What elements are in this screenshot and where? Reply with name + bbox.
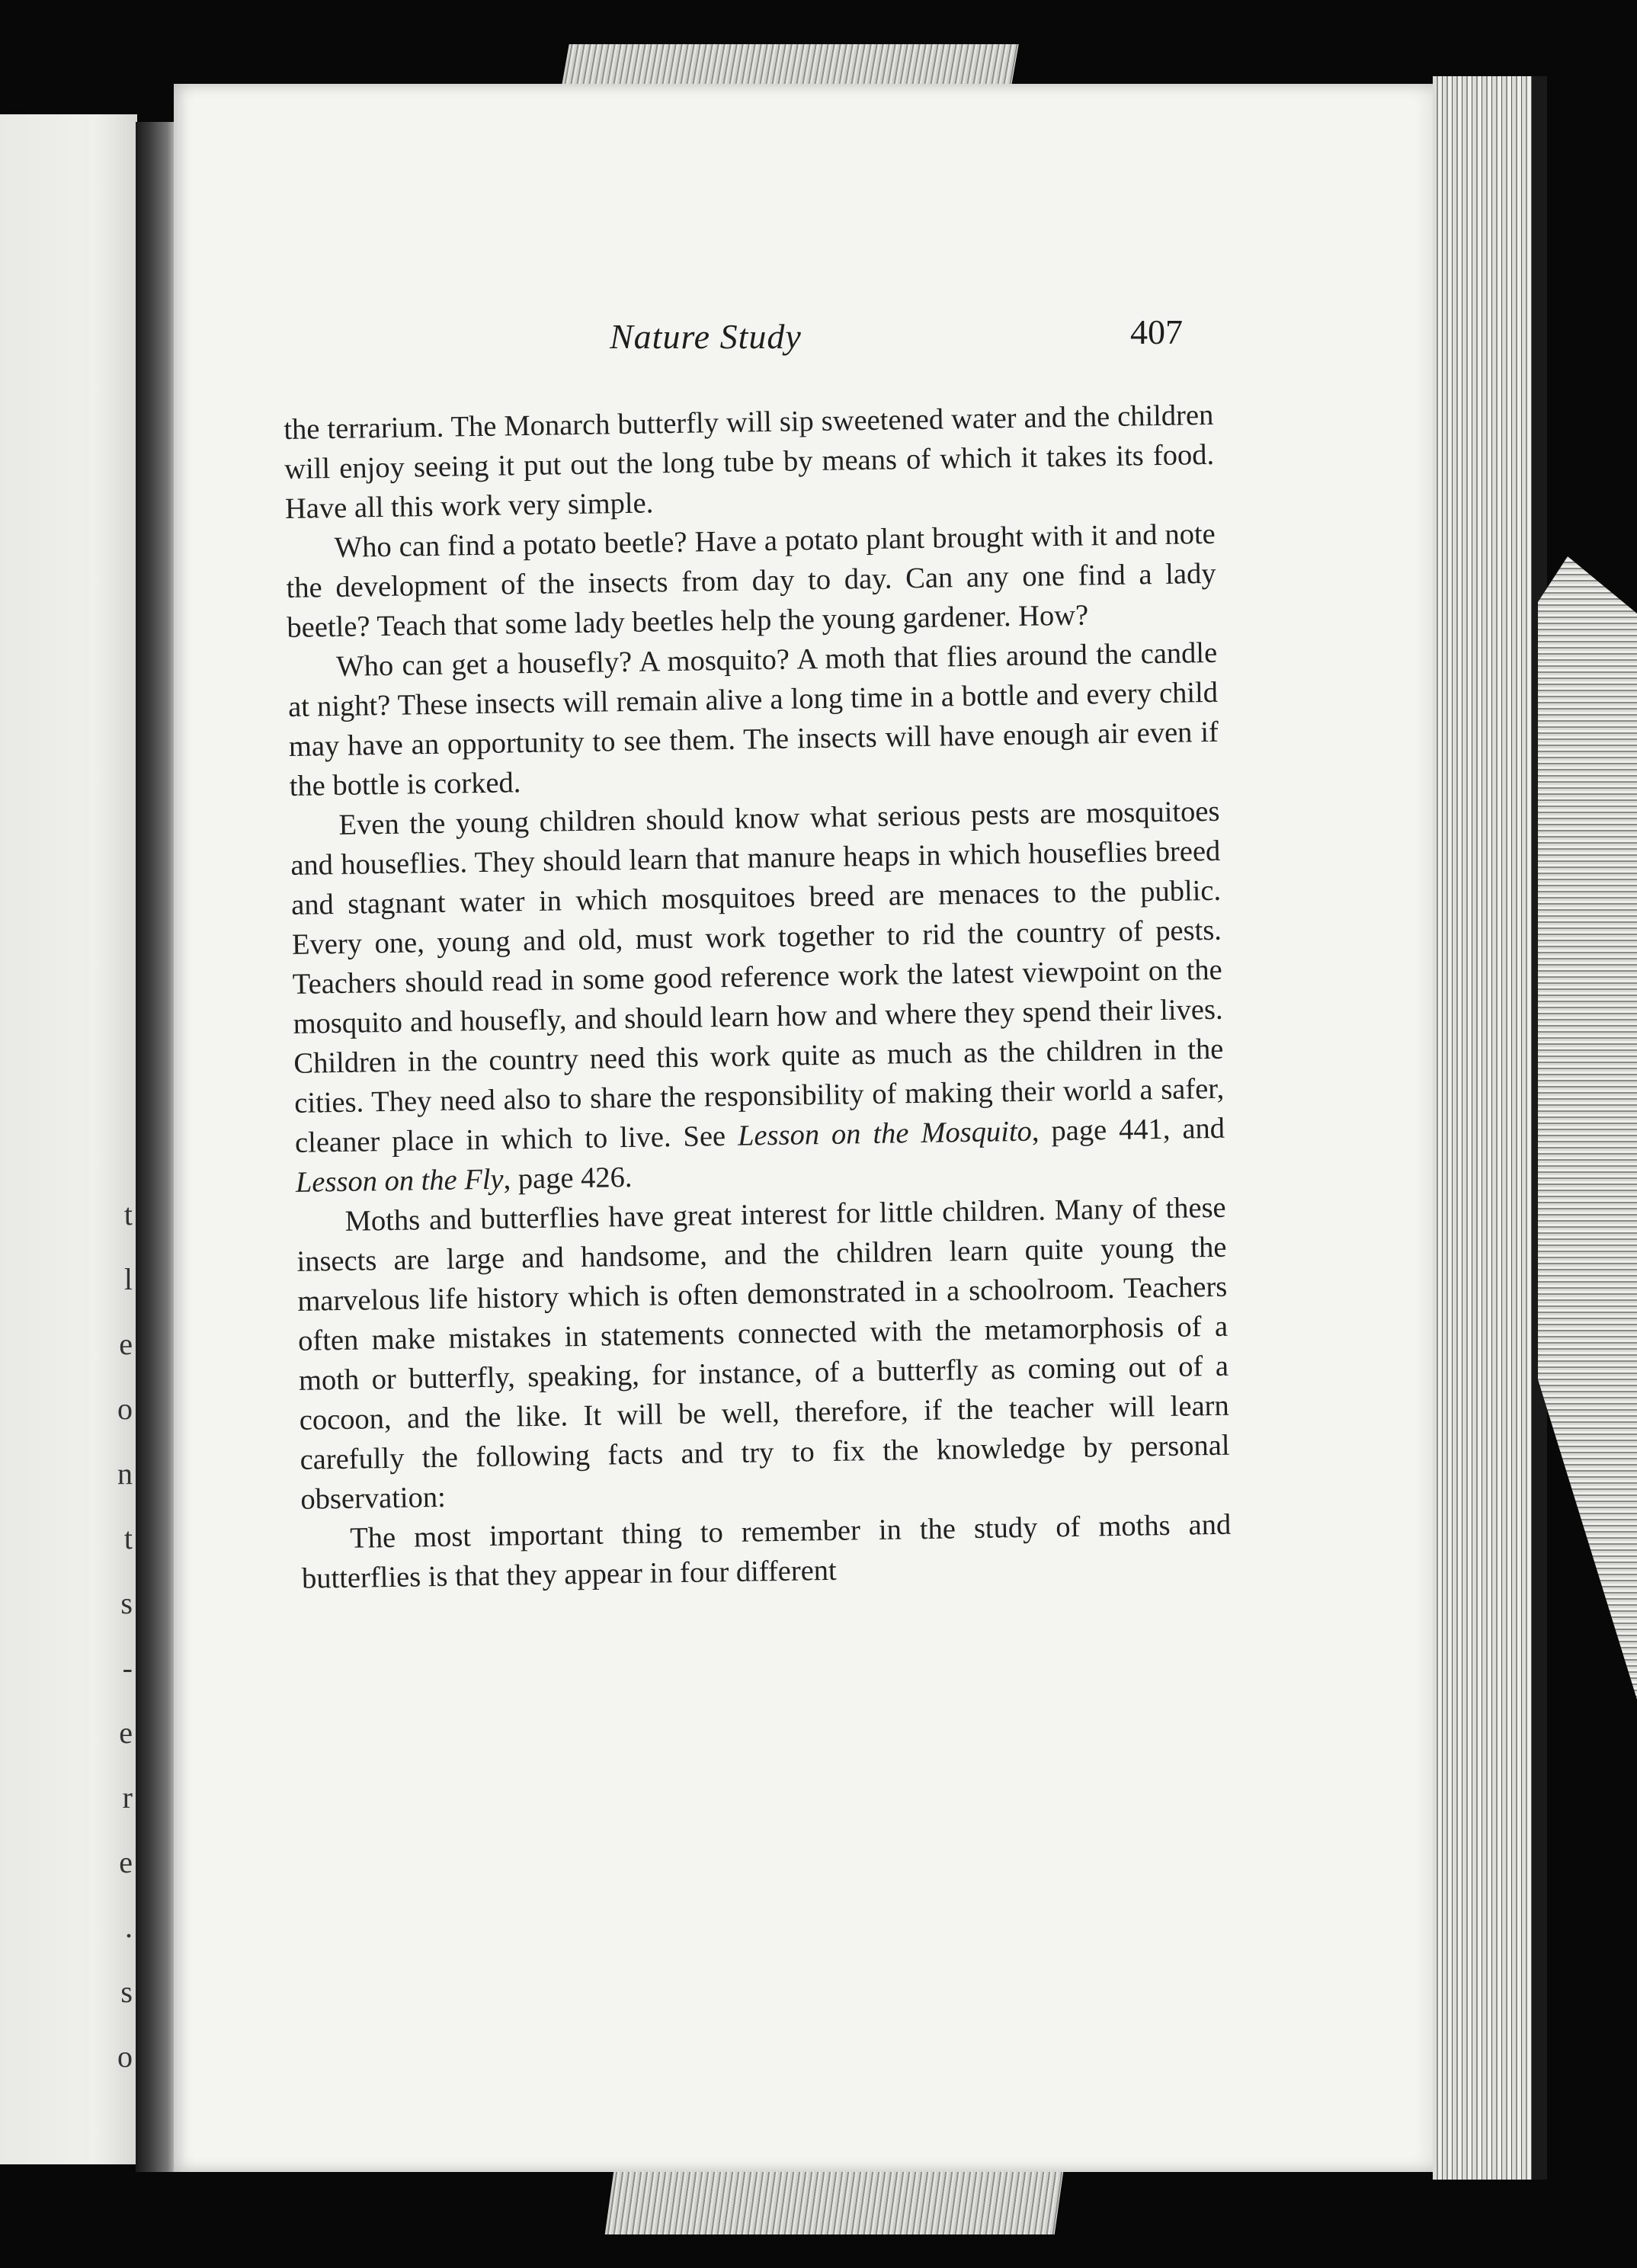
paragraph-text: , page 426. xyxy=(503,1161,633,1196)
paragraph: The most important thing to remember in the study of moths and butterflies is that they appear in four different xyxy=(301,1508,1232,1595)
page-number: 407 xyxy=(1130,312,1183,351)
paragraph: Who can find a potato beetle? Have a potato plant brought with it and note the development of the insects from day to day. Can any one find a lady beetle? Teach that some lady beetles help the young gardener. How? xyxy=(286,517,1216,644)
paragraph xyxy=(290,792,1225,1203)
edge-letter: s xyxy=(120,1975,133,2009)
edge-letter: - xyxy=(122,1651,133,1685)
edge-letter: e xyxy=(119,1845,133,1879)
tape-strip-bottom xyxy=(605,2166,1065,2234)
running-header xyxy=(610,312,1189,370)
paragraph: Who can get a housefly? A mosquito? A moth that flies around the candle at night? These insects will remain alive a long time in a bottle and every child may have an opportunity to see them. The insects will have enough air even if the bottle is corked. xyxy=(287,636,1219,802)
edge-letter: l xyxy=(123,1262,133,1296)
edge-letter: e xyxy=(119,1715,133,1750)
cross-reference-fly: Lesson on the Fly xyxy=(295,1163,504,1199)
running-title: Nature Study xyxy=(610,317,802,356)
edge-letter: o xyxy=(117,1392,133,1426)
edge-letter: s xyxy=(120,1586,133,1620)
page-edges-stack xyxy=(1433,76,1547,2180)
edge-letter: o xyxy=(117,2039,133,2074)
edge-letter: t xyxy=(123,1521,133,1555)
book-gutter xyxy=(136,122,175,2172)
previous-page-edge xyxy=(0,114,137,2164)
previous-page-cropped-text xyxy=(117,1196,133,2074)
paragraph-text: , page 441, and xyxy=(1031,1112,1225,1148)
paragraph: the terrarium. The Monarch butterfly will sip sweetened water and the children will enjoy seeing it put out the long tube by means of which it takes its food. Have all this work very simple. xyxy=(284,399,1215,525)
edge-letter: . xyxy=(125,1910,133,1944)
edge-letter: n xyxy=(117,1456,133,1491)
paragraph-text: Even the young children should know what serious pests are mosquitoes and houseflies. They should learn that manure heaps in which houseflies breed and stagnant water in which mosquitoes breed are menaces to the public. Every one, young and old, must work together to rid the country of pests. Teachers should read in some good reference work the latest viewpoint on the mosquito and housefly, and should learn how and where they spend their lives. Children in the country need this work quite as much as the children in the cities. They need also to share the responsibility of making their world a safer, cleaner place in which to live. See xyxy=(290,795,1225,1159)
edge-letter: e xyxy=(119,1327,133,1361)
body-text xyxy=(284,396,1232,1599)
edge-letter: r xyxy=(122,1780,133,1815)
edge-letter: t xyxy=(123,1197,133,1232)
cross-reference-mosquito: Lesson on the Mosquito xyxy=(737,1115,1033,1152)
paragraph: Moths and butterflies have great interest for little children. Many of these insects are large and handsome, and the children learn quite young the marvelous life history which is often demonstrated in a schoolroom. Teachers often make mistakes in statements connected with the metamorphosis of a moth or butterfly, speaking, for instance, of a butterfly as coming out of a cocoon, and the like. It will be well, therefore, if the teacher will learn carefully the following facts and try to fix the knowledge by personal observation: xyxy=(296,1191,1230,1516)
